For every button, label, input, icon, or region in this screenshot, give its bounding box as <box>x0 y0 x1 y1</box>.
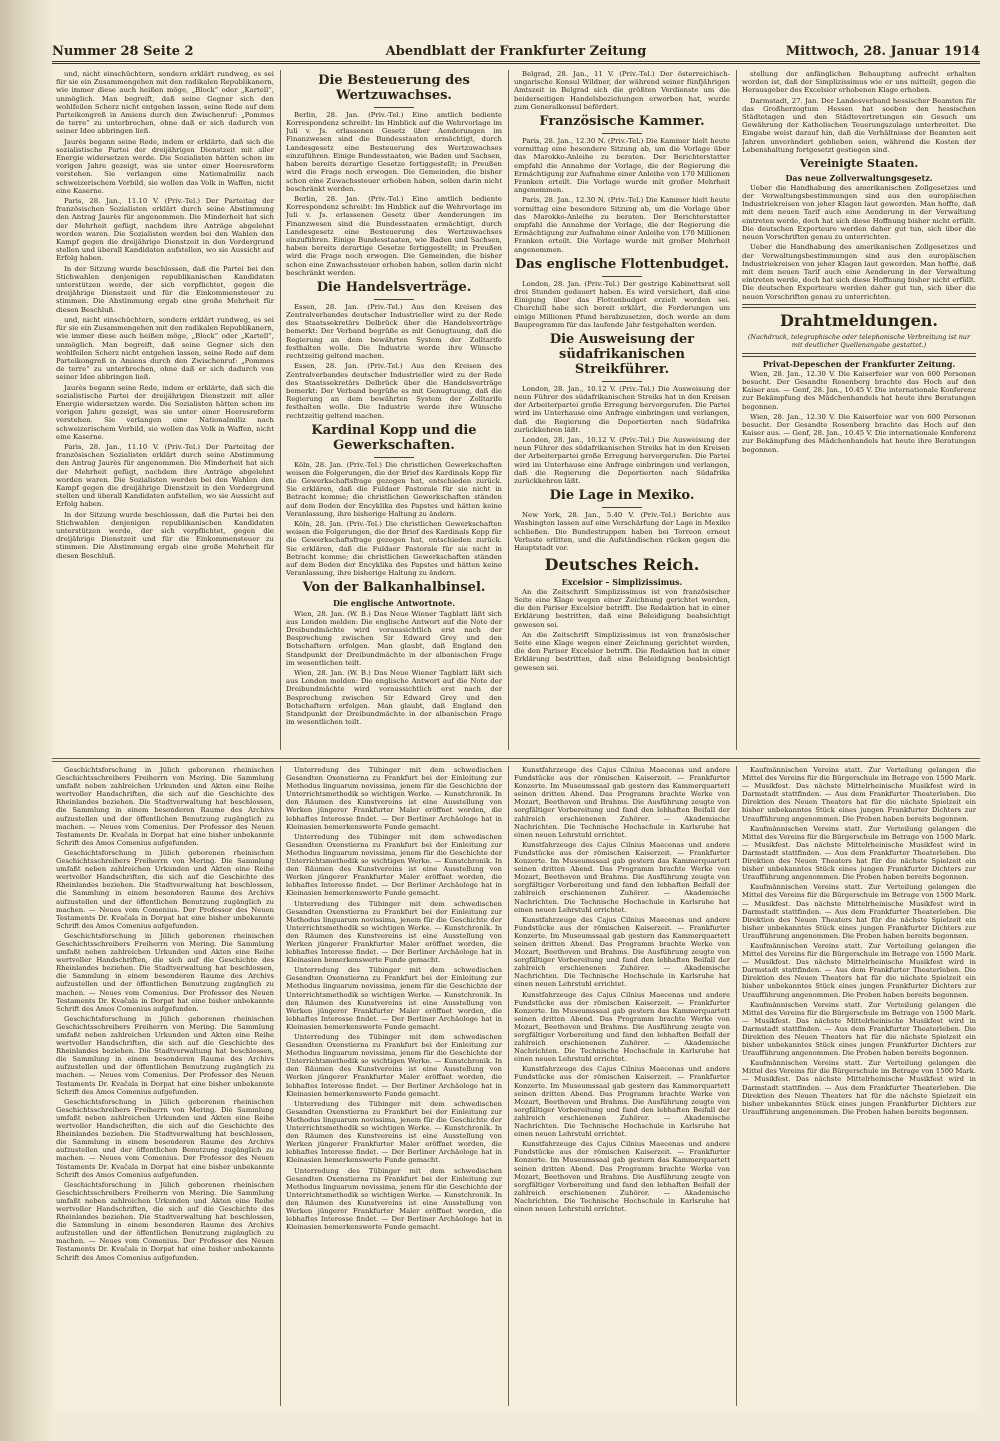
article-paragraph: Wien, 28. Jan., 12.30 V. Die Kaiserfeier war von 600 Personen besucht. Der Gesandte Rosenberg brachte das Hoch auf den Kaiser aus. — Genf, 28. Jan., 10.45 V. Die internationale Konferenz zur Bekämpfung des Mädchenhandels hat heute ihre Beratungen begonnen. <box>742 369 976 411</box>
article-paragraph: stellung der anfänglichen Behauptung aufrecht erhalten worden ist, daß der Simplizissimus wie er uns mitteilt, gegen die Herausgeber des Excelsior erhobenen Klage erhoben. <box>742 70 976 95</box>
article-paragraph: Paris, 28. Jan., 11.10 V. (Priv.-Tel.) Der Parteitag der französischen Sozialisten erklärt durch seine Abstimmung den Antrag Jaurès für angenommen. Die Minderheit hat sich der Mehrheit gefügt, nachdem ihre Anträge abgelehnt worden waren. Die Sozialisten werden bei den Wahlen den Kampf gegen die dreijährige Dienstzeit in den Vordergrund stellen und überall Kandidaten aufstellen, wo sie Aussicht auf Erfolg haben. <box>56 197 274 263</box>
column-2 <box>286 70 502 750</box>
article-paragraph: Kunstfahrzeuge des Cajus Cilnius Maecenas und andere Fundstücke aus der römischen Kaiserzeit. — Frankfurter Konzerte. Im Museumssaal gab gestern das Kammerquartett seinen dritten Abend. Das Programm brachte Werke von Mozart, Beethoven und Brahms. Die Ausführung zeugte von sorgfältiger Vorbereitung und fand den lebhaften Beifall der zahlreich erschienenen Zuhörer. — Akademische Nachrichten. Die Technische Hochschule in Karlsruhe hat einen neuen Lehrstuhl errichtet. <box>514 1140 730 1213</box>
article-paragraph: Unterredung des Tübinger mit dem schwedischen Gesandten Oxenstierna zu Frankfurt bei der Einleitung zur Methodus linguarum novissima, jenem für die Geschichte der Unterrichtsmethodik so wichtigen Werke. — Kunstchronik. In den Räumen des Kunstvereins ist eine Ausstellung von Werken jüngerer Frankfurter Maler eröffnet worden, die lebhaftes Interesse findet. — Der Berliner Archäologe hat in Kleinasien bemerkenswerte Funde gemacht. <box>286 832 502 898</box>
subheadline-balkan: Die englische Antwortnote. <box>332 598 456 609</box>
article-paragraph: Kunstfahrzeuge des Cajus Cilnius Maecenas und andere Fundstücke aus der römischen Kaiserzeit. — Frankfurter Konzerte. Im Museumssaal gab gestern das Kammerquartett seinen dritten Abend. Das Programm brachte Werke von Mozart, Beethoven und Brahms. Die Ausführung zeugte von sorgfältiger Vorbereitung und fand den lebhaften Beifall der zahlreich erschienenen Zuhörer. — Akademische Nachrichten. Die Technische Hochschule in Karlsruhe hat einen neuen Lehrstuhl errichtet. <box>514 1065 730 1139</box>
column-1 <box>56 70 274 750</box>
feuilleton-column-3 <box>514 766 730 1406</box>
article-paragraph: Geschichtsforschung in Jülich geborenen rheinischen Geschichtsschreibers Freiherrn von Mering. Die Sammlung umfaßt neben zahlreichen Urkunden und Akten eine Reihe wertvoller Handschriften, die sich auf die Geschichte des Rheinlandes beziehen. Die Stadtverwaltung hat beschlossen, die Sammlung in einem besonderen Raume des Archivs aufzustellen und der öffentlichen Benutzung zugänglich zu machen. — Neues vom Comenius. Der Professor des Neuen Testaments Dr. Kvačala in Dorpat hat eine bisher unbekannte Schrift des Amos Comenius aufgefunden. <box>56 931 274 1013</box>
header-date: Mittwoch, 28. Januar 1914 <box>785 44 980 59</box>
article-paragraph: Wien, 28. Jan., 12.30 V. Die Kaiserfeier war von 600 Personen besucht. Der Gesandte Rosenberg brachte das Hoch auf den Kaiser aus. — Genf, 28. Jan., 10.45 V. Die internationale Konferenz zur Bekämpfung des Mädchenhandels hat heute ihre Beratungen begonnen. <box>742 412 976 454</box>
page-header <box>52 40 980 64</box>
article-paragraph: Unterredung des Tübinger mit dem schwedischen Gesandten Oxenstierna zu Frankfurt bei der Einleitung zur Methodus linguarum novissima, jenem für die Geschichte der Unterrichtsmethodik so wichtigen Werke. — Kunstchronik. In den Räumen des Kunstvereins ist eine Ausstellung von Werken jüngerer Frankfurter Maler eröffnet worden, die lebhaftes Interesse findet. — Der Berliner Archäologe hat in Kleinasien bemerkenswerte Funde gemacht. <box>286 1033 502 1098</box>
article-paragraph: Kaufmännischen Vereins statt. Zur Verteilung gelangen die Mittel des Vereins für die Bürgerschule im Betrage von 1500 Mark. — Musikfest. Das nächste Mittelrheinische Musikfest wird in Darmstadt stattfinden. — Aus dem Frankfurter Theaterleben. Die Direktion des Neuen Theaters hat für die nächste Spielzeit ein bisher unbekanntes Stück eines jungen Frankfurter Dichters zur Uraufführung angenommen. Die Proben haben bereits begonnen. <box>742 766 976 823</box>
headline-vereinigte-staaten: Vereinigte Staaten. <box>799 157 919 171</box>
article-paragraph: Kunstfahrzeuge des Cajus Cilnius Maecenas und andere Fundstücke aus der römischen Kaiserzeit. — Frankfurter Konzerte. Im Museumssaal gab gestern das Kammerquartett seinen dritten Abend. Das Programm brachte Werke von Mozart, Beethoven und Brahms. Die Ausführung zeugte von sorgfältiger Vorbereitung und fand den lebhaften Beifall der zahlreich erschienenen Zuhörer. — Akademische Nachrichten. Die Technische Hochschule in Karlsruhe hat einen neuen Lehrstuhl errichtet. <box>514 990 730 1064</box>
article-paragraph: Jaurès begann seine Rede, indem er erklärte, daß sich die sozialistische Partei der dreijährigen Dienstzeit mit aller Energie widersetzen werde. Die Sozialisten hätten schon im vorigen Jahre gezeigt, was sie unter einer Heeresreform verstehen. Sie verlangen eine Nationalmiliz nach schweizerischem Vorbild, sie wollen das Volk in Waffen, nicht eine Kaserne. <box>56 137 274 195</box>
headline-mexiko: Die Lage in Mexiko. <box>549 488 695 504</box>
headline-streik: Die Ausweisung der südafrikanischen Streikführer. <box>549 331 695 377</box>
article-paragraph: Geschichtsforschung in Jülich geborenen rheinischen Geschichtsschreibers Freiherrn von Mering. Die Sammlung umfaßt neben zahlreichen Urkunden und Akten eine Reihe wertvoller Handschriften, die sich auf die Geschichte des Rheinlandes beziehen. Die Stadtverwaltung hat beschlossen, die Sammlung in einem besonderen Raume des Archivs aufzustellen und der öffentlichen Benutzung zugänglich zu machen. — Neues vom Comenius. Der Professor des Neuen Testaments Dr. Kvačala in Dorpat hat eine bisher unbekannte Schrift des Amos Comenius aufgefunden. <box>56 848 274 930</box>
article-paragraph: Geschichtsforschung in Jülich geborenen rheinischen Geschichtsschreibers Freiherrn von Mering. Die Sammlung umfaßt neben zahlreichen Urkunden und Akten eine Reihe wertvoller Handschriften, die sich auf die Geschichte des Rheinlandes beziehen. Die Stadtverwaltung hat beschlossen, die Sammlung in einem besonderen Raume des Archivs aufzustellen und der öffentlichen Benutzung zugänglich zu machen. — Neues vom Comenius. Der Professor des Neuen Testaments Dr. Kvačala in Dorpat hat eine bisher unbekannte Schrift des Amos Comenius aufgefunden. <box>56 1180 274 1262</box>
article-paragraph: Paris, 28. Jan., 12.30 N. (Priv.-Tel.) Die Kammer hielt heute vormittag eine besondere Sitzung ab, um die Vorlage über das Marokko-Anleihe zu beraten. Der Berichterstatter empfahl die Annahme der Vorlage, die der Regierung die Ermächtigung zur Aufnahme einer Anleihe von 170 Millionen Franken erteilt. Die Vorlage wurde mit großer Mehrheit angenommen. <box>514 136 730 195</box>
column-rule <box>280 70 281 750</box>
article-paragraph: Geschichtsforschung in Jülich geborenen rheinischen Geschichtsschreibers Freiherrn von Mering. Die Sammlung umfaßt neben zahlreichen Urkunden und Akten eine Reihe wertvoller Handschriften, die sich auf die Geschichte des Rheinlandes beziehen. Die Stadtverwaltung hat beschlossen, die Sammlung in einem besonderen Raume des Archivs aufzustellen und der öffentlichen Benutzung zugänglich zu machen. — Neues vom Comenius. Der Professor des Neuen Testaments Dr. Kvačala in Dorpat hat eine bisher unbekannte Schrift des Amos Comenius aufgefunden. <box>56 1014 274 1096</box>
article-paragraph: Unterredung des Tübinger mit dem schwedischen Gesandten Oxenstierna zu Frankfurt bei der Einleitung zur Methodus linguarum novissima, jenem für die Geschichte der Unterrichtsmethodik so wichtigen Werke. — Kunstchronik. In den Räumen des Kunstvereins ist eine Ausstellung von Werken jüngerer Frankfurter Maler eröffnet worden, die lebhaftes Interesse findet. — Der Berliner Archäologe hat in Kleinasien bemerkenswerte Funde gemacht. <box>286 899 502 965</box>
column-rule <box>736 766 737 1406</box>
article-paragraph: Geschichtsforschung in Jülich geborenen rheinischen Geschichtsschreibers Freiherrn von Mering. Die Sammlung umfaßt neben zahlreichen Urkunden und Akten eine Reihe wertvoller Handschriften, die sich auf die Geschichte des Rheinlandes beziehen. Die Stadtverwaltung hat beschlossen, die Sammlung in einem besonderen Raume des Archivs aufzustellen und der öffentlichen Benutzung zugänglich zu machen. — Neues vom Comenius. Der Professor des Neuen Testaments Dr. Kvačala in Dorpat hat eine bisher unbekannte Schrift des Amos Comenius aufgefunden. <box>56 1097 274 1179</box>
column-rule <box>508 766 509 1406</box>
divider <box>602 133 642 134</box>
article-paragraph: An die Zeitschrift Simplizissimus ist von französischer Seite eine Klage wegen einer Zeichnung gerichtet worden, die den Pariser Excelsior betrifft. Die Redaktion hat in einer Erklärung bestritten, daß eine Beleidigung beabsichtigt gewesen sei. <box>514 587 730 629</box>
feuilleton-column-2 <box>286 766 502 1406</box>
subheadline-reich: Excelsior – Simplizissimus. <box>561 576 683 587</box>
column-rule <box>736 70 737 750</box>
column-rule <box>508 70 509 750</box>
article-paragraph: Jaurès begann seine Rede, indem er erklärte, daß sich die sozialistische Partei der dreijährigen Dienstzeit mit aller Energie widersetzen werde. Die Sozialisten hätten schon im vorigen Jahre gezeigt, was sie unter einer Heeresreform verstehen. Sie verlangen eine Nationalmiliz nach schweizerischem Vorbild, sie wollen das Volk in Waffen, nicht eine Kaserne. <box>56 383 274 441</box>
article-paragraph: Kaufmännischen Vereins statt. Zur Verteilung gelangen die Mittel des Vereins für die Bürgerschule im Betrage von 1500 Mark. — Musikfest. Das nächste Mittelrheinische Musikfest wird in Darmstadt stattfinden. — Aus dem Frankfurter Theaterleben. Die Direktion des Neuen Theaters hat für die nächste Spielzeit ein bisher unbekanntes Stück eines jungen Frankfurter Dichters zur Uraufführung angenommen. Die Proben haben bereits begonnen. <box>742 1000 976 1058</box>
header-title: Abendblatt der Frankfurter Zeitung <box>385 44 647 59</box>
article-paragraph: In der Sitzung wurde beschlossen, daß die Partei bei den Stichwahlen denjenigen republikanischen Kandidaten unterstützen werde, der sich verpflichtet, gegen die dreijährige Dienstzeit und für die Einkommensteuer zu stimmen. Die Abstimmung ergab eine große Mehrheit für diesen Beschluß. <box>56 510 274 560</box>
article-paragraph: Unterredung des Tübinger mit dem schwedischen Gesandten Oxenstierna zu Frankfurt bei der Einleitung zur Methodus linguarum novissima, jenem für die Geschichte der Unterrichtsmethodik so wichtigen Werke. — Kunstchronik. In den Räumen des Kunstvereins ist eine Ausstellung von Werken jüngerer Frankfurter Maler eröffnet worden, die lebhaftes Interesse findet. — Der Berliner Archäologe hat in Kleinasien bemerkenswerte Funde gemacht. <box>286 966 502 1031</box>
headline-kammer: Französische Kammer. <box>539 114 705 130</box>
article-paragraph: Paris, 28. Jan., 12.30 N. (Priv.-Tel.) Die Kammer hielt heute vormittag eine besondere Sitzung ab, um die Vorlage über das Marokko-Anleihe zu beraten. Der Berichterstatter empfahl die Annahme der Vorlage, die der Regierung die Ermächtigung zur Aufnahme einer Anleihe von 170 Millionen Franken erteilt. Die Vorlage wurde mit großer Mehrheit angenommen. <box>514 196 730 254</box>
article-paragraph: Wien, 28. Jan. (W. B.) Das Neue Wiener Tagblatt läßt sich aus London melden: Die englische Antwort auf die Note der Dreibundmächte wird voraussichtlich erst nach der Besprechung zwischen Sir Edward Grey und den Botschaftern erfolgen. Man glaubt, daß England den Standpunkt der Dreibundmächte in der albanischen Frage im wesentlichen teilt. <box>286 609 502 667</box>
headline-drahtmeldungen: Drahtmeldungen. <box>780 310 938 330</box>
article-paragraph: New York, 28. Jan., 5.40 V. (Priv.-Tel.) Berichte aus Washington lassen auf eine Verschärfung der Lage in Mexiko schließen. Die Bundestruppen haben bei Torreon erneut Verluste erlitten, und die Aufständischen rücken gegen die Hauptstadt vor. <box>514 511 730 552</box>
article-paragraph: Essen, 28. Jan. (Priv.-Tel.) Aus den Kreisen des Zentralverbandes deutscher Industrieller wird zu der Rede des Staatssekretärs Delbrück über die Handelsverträge bemerkt: Der Verband begrüße es mit Genugtuung, daß die Regierung an dem bewährten System der Zolltarife festhalten wolle. Die Industrie werde ihre Wünsche rechtzeitig geltend machen. <box>286 302 502 361</box>
article-paragraph: London, 28. Jan. (Priv.-Tel.) Der gestrige Kabinettsrat soll drei Stunden gedauert haben. Es wird versichert, daß eine Einigung über das Flottenbudget erzielt worden sei. Churchill habe sich bereit erklärt, die Forderungen um einige Millionen Pfund herabzusetzen, doch werde an dem Bauprogramm für das laufende Jahr festgehalten werden. <box>514 279 730 329</box>
divider <box>374 107 414 108</box>
divider <box>602 381 642 382</box>
article-paragraph: Kunstfahrzeuge des Cajus Cilnius Maecenas und andere Fundstücke aus der römischen Kaiserzeit. — Frankfurter Konzerte. Im Museumssaal gab gestern das Kammerquartett seinen dritten Abend. Das Programm brachte Werke von Mozart, Beethoven und Brahms. Die Ausführung zeugte von sorgfältiger Vorbereitung und fand den lebhaften Beifall der zahlreich erschienenen Zuhörer. — Akademische Nachrichten. Die Technische Hochschule in Karlsruhe hat einen neuen Lehrstuhl errichtet. <box>514 840 730 914</box>
article-paragraph: Essen, 28. Jan. (Priv.-Tel.) Aus den Kreisen des Zentralverbandes deutscher Industrieller wird zu der Rede des Staatssekretärs Delbrück über die Handelsverträge bemerkt: Der Verband begrüße es mit Genugtuung, daß die Regierung an dem bewährten System der Zolltarife festhalten wolle. Die Industrie werde ihre Wünsche rechtzeitig geltend machen. <box>286 362 502 420</box>
article-paragraph: Kunstfahrzeuge des Cajus Cilnius Maecenas und andere Fundstücke aus der römischen Kaiserzeit. — Frankfurter Konzerte. Im Museumssaal gab gestern das Kammerquartett seinen dritten Abend. Das Programm brachte Werke von Mozart, Beethoven und Brahms. Die Ausführung zeugte von sorgfältiger Vorbereitung und fand den lebhaften Beifall der zahlreich erschienenen Zuhörer. — Akademische Nachrichten. Die Technische Hochschule in Karlsruhe hat einen neuen Lehrstuhl errichtet. <box>514 766 730 839</box>
article-paragraph: Wien, 28. Jan. (W. B.) Das Neue Wiener Tagblatt läßt sich aus London melden: Die englische Antwort auf die Note der Dreibundmächte wird voraussichtlich erst nach der Besprechung zwischen Sir Edward Grey und den Botschaftern erfolgen. Man glaubt, daß England den Standpunkt der Dreibundmächte in der albanischen Frage im wesentlichen teilt. <box>286 669 502 727</box>
headline-privat-depeschen: Privat-Depeschen der Frankfurter Zeitung. <box>762 358 956 369</box>
article-paragraph: Köln, 28. Jan. (Priv.-Tel.) Die christlichen Gewerkschaften weisen die Folgerungen, die der Brief des Kardinals Kopp für die Gewerkschaftsfrage gezogen hat, entschieden zurück. Sie erklären, daß die Fuldaer Pastorale für sie nicht in Betracht komme; die christlichen Gewerkschaften ständen auf dem Boden der Encyklika des Papstes und hätten keine Veranlassung, ihre bisherige Haltung zu ändern. <box>286 520 502 578</box>
divider <box>602 507 642 508</box>
article-paragraph: Ueber die Handhabung des amerikanischen Zollgesetzes und der Verwaltungsbestimmungen sind aus den europäischen Industriekreisen von jeher Klagen laut geworden. Man hoffte, daß mit dem neuen Tarif auch eine Aenderung in der Verwaltung eintreten werde, doch hat sich diese Hoffnung bisher nicht erfüllt. Die deutschen Exporteure werden daher gut tun, sich über die neuen Vorschriften genau zu unterrichten. <box>742 183 976 242</box>
article-paragraph: Kaufmännischen Vereins statt. Zur Verteilung gelangen die Mittel des Vereins für die Bürgerschule im Betrage von 1500 Mark. — Musikfest. Das nächste Mittelrheinische Musikfest wird in Darmstadt stattfinden. — Aus dem Frankfurter Theaterleben. Die Direktion des Neuen Theaters hat für die nächste Spielzeit ein bisher unbekanntes Stück eines jungen Frankfurter Dichters zur Uraufführung angenommen. Die Proben haben bereits begonnen. <box>742 883 976 940</box>
headline-wertzuwachs: Die Besteuerung des Wertzuwachses. <box>318 73 470 103</box>
binding-edge <box>0 0 52 1441</box>
column-3 <box>514 70 730 750</box>
article-paragraph: Berlin, 28. Jan. (Priv.-Tel.) Eine amtlich bediente Korrespondenz schreibt: Im Hinblick auf die Wehrvorlage im Juli v. Js. erlassenen Gesetz über Aenderungen im Finanzwesen sind die Bundesstaaten ermächtigt, durch Landesgesetz eine Besteuerung des Wertzuwachses einzuführen. Einige Bundesstaaten, wie Baden und Sachsen, haben bereits derartige Gesetze fertiggestellt; in Preußen wird die Frage noch erwogen. Die Gemeinden, die bisher schon eine Zuwachssteuer erhoben haben, sollen darin nicht beschränkt werden. <box>286 110 502 193</box>
headline-balkan: Von der Balkanhalbinsel. <box>302 580 486 596</box>
article-paragraph: Unterredung des Tübinger mit dem schwedischen Gesandten Oxenstierna zu Frankfurt bei der Einleitung zur Methodus linguarum novissima, jenem für die Geschichte der Unterrichtsmethodik so wichtigen Werke. — Kunstchronik. In den Räumen des Kunstvereins ist eine Ausstellung von Werken jüngerer Frankfurter Maler eröffnet worden, die lebhaftes Interesse findet. — Der Berliner Archäologe hat in Kleinasien bemerkenswerte Funde gemacht. <box>286 1099 502 1165</box>
article-paragraph: Unterredung des Tübinger mit dem schwedischen Gesandten Oxenstierna zu Frankfurt bei der Einleitung zur Methodus linguarum novissima, jenem für die Geschichte der Unterrichtsmethodik so wichtigen Werke. — Kunstchronik. In den Räumen des Kunstvereins ist eine Ausstellung von Werken jüngerer Frankfurter Maler eröffnet worden, die lebhaftes Interesse findet. — Der Berliner Archäologe hat in Kleinasien bemerkenswerte Funde gemacht. <box>286 766 502 831</box>
article-paragraph: Belgrad, 28. Jan., 11 V. (Priv.-Tel.) Der österreichisch-ungarische Konsul Wildner, der während seiner fünfjährigen Amtszeit in Belgrad sich die größten Verdienste um die beiderseitigen Handelsbeziehungen erworben hat, wurde zum Generalkonsul befördert. <box>514 70 730 111</box>
article-paragraph: Paris, 28. Jan., 11.10 V. (Priv.-Tel.) Der Parteitag der französischen Sozialisten erklärt durch seine Abstimmung den Antrag Jaurès für angenommen. Die Minderheit hat sich der Mehrheit gefügt, nachdem ihre Anträge abgelehnt worden waren. Die Sozialisten werden bei den Wahlen den Kampf gegen die dreijährige Dienstzeit in den Vordergrund stellen und überall Kandidaten aufstellen, wo sie Aussicht auf Erfolg haben. <box>56 442 274 509</box>
article-paragraph: Kaufmännischen Vereins statt. Zur Verteilung gelangen die Mittel des Vereins für die Bürgerschule im Betrage von 1500 Mark. — Musikfest. Das nächste Mittelrheinische Musikfest wird in Darmstadt stattfinden. — Aus dem Frankfurter Theaterleben. Die Direktion des Neuen Theaters hat für die nächste Spielzeit ein bisher unbekanntes Stück eines jungen Frankfurter Dichters zur Uraufführung angenommen. Die Proben haben bereits begonnen. <box>742 824 976 882</box>
divider <box>602 276 642 277</box>
article-paragraph: Kaufmännischen Vereins statt. Zur Verteilung gelangen die Mittel des Vereins für die Bürgerschule im Betrage von 1500 Mark. — Musikfest. Das nächste Mittelrheinische Musikfest wird in Darmstadt stattfinden. — Aus dem Frankfurter Theaterleben. Die Direktion des Neuen Theaters hat für die nächste Spielzeit ein bisher unbekanntes Stück eines jungen Frankfurter Dichters zur Uraufführung angenommen. Die Proben haben bereits begonnen. <box>742 941 976 999</box>
newspaper-page <box>52 40 980 1410</box>
headline-kardinal-kopp: Kardinal Kopp und die Gewerkschaften. <box>311 422 477 453</box>
divider <box>374 299 414 300</box>
article-paragraph: Köln, 28. Jan. (Priv.-Tel.) Die christlichen Gewerkschaften weisen die Folgerungen, die der Brief des Kardinals Kopp für die Gewerkschaftsfrage gezogen hat, entschieden zurück. Sie erklären, daß die Fuldaer Pastorale für sie nicht in Betracht komme; die christlichen Gewerkschaften ständen auf dem Boden der Encyklika des Papstes und hätten keine Veranlassung, ihre bisherige Haltung zu ändern. <box>286 460 502 518</box>
feuilleton-rule <box>52 758 980 759</box>
divider <box>742 353 976 357</box>
article-paragraph: Kunstfahrzeuge des Cajus Cilnius Maecenas und andere Fundstücke aus der römischen Kaiserzeit. — Frankfurter Konzerte. Im Museumssaal gab gestern das Kammerquartett seinen dritten Abend. Das Programm brachte Werke von Mozart, Beethoven und Brahms. Die Ausführung zeugte von sorgfältiger Vorbereitung und fand den lebhaften Beifall der zahlreich erschienenen Zuhörer. — Akademische Nachrichten. Die Technische Hochschule in Karlsruhe hat einen neuen Lehrstuhl errichtet. <box>514 915 730 989</box>
divider <box>742 304 976 308</box>
feuilleton-rule <box>52 761 980 762</box>
article-paragraph: London, 28. Jan., 10.12 V. (Priv.-Tel.) Die Ausweisung der neun Führer des südafrikanischen Streiks hat in den Kreisen der Arbeiterpartei große Erregung hervorgerufen. Die Partei wird im Unterhause eine Anfrage einbringen und verlangen, daß die Regierung die Deportierten nach Südafrika zurückkehren läßt. <box>514 435 730 485</box>
divider <box>374 457 414 458</box>
headline-deutsches-reich: Deutsches Reich. <box>544 555 700 575</box>
article-paragraph: Geschichtsforschung in Jülich geborenen rheinischen Geschichtsschreibers Freiherrn von Mering. Die Sammlung umfaßt neben zahlreichen Urkunden und Akten eine Reihe wertvoller Handschriften, die sich auf die Geschichte des Rheinlandes beziehen. Die Stadtverwaltung hat beschlossen, die Sammlung in einem besonderen Raume des Archivs aufzustellen und der öffentlichen Benutzung zugänglich zu machen. — Neues vom Comenius. Der Professor des Neuen Testaments Dr. Kvačala in Dorpat hat eine bisher unbekannte Schrift des Amos Comenius aufgefunden. <box>56 766 274 847</box>
article-paragraph: Kaufmännischen Vereins statt. Zur Verteilung gelangen die Mittel des Vereins für die Bürgerschule im Betrage von 1500 Mark. — Musikfest. Das nächste Mittelrheinische Musikfest wird in Darmstadt stattfinden. — Aus dem Frankfurter Theaterleben. Die Direktion des Neuen Theaters hat für die nächste Spielzeit ein bisher unbekanntes Stück eines jungen Frankfurter Dichters zur Uraufführung angenommen. Die Proben haben bereits begonnen. <box>742 1059 976 1116</box>
headline-handelsvertraege: Die Handelsverträge. <box>316 279 472 295</box>
article-paragraph: An die Zeitschrift Simplizissimus ist von französischer Seite eine Klage wegen einer Zeichnung gerichtet worden, die den Pariser Excelsior betrifft. Die Redaktion hat in einer Erklärung bestritten, daß eine Beleidigung beabsichtigt gewesen sei. <box>514 630 730 672</box>
feuilleton-column-4 <box>742 766 976 1406</box>
article-paragraph: Berlin, 28. Jan. (Priv.-Tel.) Eine amtlich bediente Korrespondenz schreibt: Im Hinblick auf die Wehrvorlage im Juli v. Js. erlassenen Gesetz über Aenderungen im Finanzwesen sind die Bundesstaaten ermächtigt, durch Landesgesetz eine Besteuerung des Wertzuwachses einzuführen. Einige Bundesstaaten, wie Baden und Sachsen, haben bereits derartige Gesetze fertiggestellt; in Preußen wird die Frage noch erwogen. Die Gemeinden, die bisher schon eine Zuwachssteuer erhoben haben, sollen darin nicht beschränkt werden. <box>286 194 502 277</box>
article-paragraph: Unterredung des Tübinger mit dem schwedischen Gesandten Oxenstierna zu Frankfurt bei der Einleitung zur Methodus linguarum novissima, jenem für die Geschichte der Unterrichtsmethodik so wichtigen Werke. — Kunstchronik. In den Räumen des Kunstvereins ist eine Ausstellung von Werken jüngerer Frankfurter Maler eröffnet worden, die lebhaftes Interesse findet. — Der Berliner Archäologe hat in Kleinasien bemerkenswerte Funde gemacht. <box>286 1166 502 1232</box>
headline-flotte: Das englische Flottenbudget. <box>515 256 729 272</box>
article-paragraph: Darmstadt, 27. Jan. Der Landesverband hessischer Beamten für das Großherzogtum Hessen hat soeben den hessischen Städtetagen und den Städtevertretungen ein Gesuch um Gewährung der Katholischen Teuerungszulage unterbreitet. Die Eingabe weist darauf hin, daß die Verhältnisse der Beamten seit Jahren unverändert geblieben seien, während die Kosten der Lebenshaltung fortgesetzt gestiegen sind. <box>742 96 976 154</box>
column-rule <box>280 766 281 1406</box>
header-number: Nummer 28 Seite 2 <box>52 44 194 59</box>
article-paragraph: und, nicht einschüchtern, sondern erklärt rundweg, es sei für sie ein Zusammengehen mit den radikalen Republikanern, wie immer diese auch heißen möge, „Block“ oder „Kartell“, unmöglich. Man begreift, daß seine Gegner sich den wohlfeilen Scherz nicht entgehen lassen, seine Rede auf dem Parteikongreß in Amiens durch den Zwischenruf: „Pommes de terre“ zu unterbrechen, ohne daß er sich dadurch von seiner Idee abbringen ließ. <box>56 315 274 382</box>
feuilleton-column-1 <box>56 766 274 1406</box>
article-paragraph: Ueber die Handhabung des amerikanischen Zollgesetzes und der Verwaltungsbestimmungen sind aus den europäischen Industriekreisen von jeher Klagen laut geworden. Man hoffte, daß mit dem neuen Tarif auch eine Aenderung in der Verwaltung eintreten werde, doch hat sich diese Hoffnung bisher nicht erfüllt. Die deutschen Exporteure werden daher gut tun, sich über die neuen Vorschriften genau zu unterrichten. <box>742 243 976 301</box>
column-4 <box>742 70 976 750</box>
subheadline-staaten: Das neue Zollverwaltungsgesetz. <box>785 172 933 183</box>
drahtmeldungen-note: (Nachdruck, telegraphische oder telephonische Verbreitung ist nur mit deutlicher Quellenangabe gestattet.) <box>747 333 971 350</box>
article-paragraph: und, nicht einschüchtern, sondern erklärt rundweg, es sei für sie ein Zusammengehen mit den radikalen Republikanern, wie immer diese auch heißen möge, „Block“ oder „Kartell“, unmöglich. Man begreift, daß seine Gegner sich den wohlfeilen Scherz nicht entgehen lassen, seine Rede auf dem Parteikongreß in Amiens durch den Zwischenruf: „Pommes de terre“ zu unterbrechen, ohne daß er sich dadurch von seiner Idee abbringen ließ. <box>56 70 274 136</box>
article-paragraph: London, 28. Jan., 10.12 V. (Priv.-Tel.) Die Ausweisung der neun Führer des südafrikanischen Streiks hat in den Kreisen der Arbeiterpartei große Erregung hervorgerufen. Die Partei wird im Unterhause eine Anfrage einbringen und verlangen, daß die Regierung die Deportierten nach Südafrika zurückkehren läßt. <box>514 384 730 434</box>
article-paragraph: In der Sitzung wurde beschlossen, daß die Partei bei den Stichwahlen denjenigen republikanischen Kandidaten unterstützen werde, der sich verpflichtet, gegen die dreijährige Dienstzeit und für die Einkommensteuer zu stimmen. Die Abstimmung ergab eine große Mehrheit für diesen Beschluß. <box>56 264 274 314</box>
